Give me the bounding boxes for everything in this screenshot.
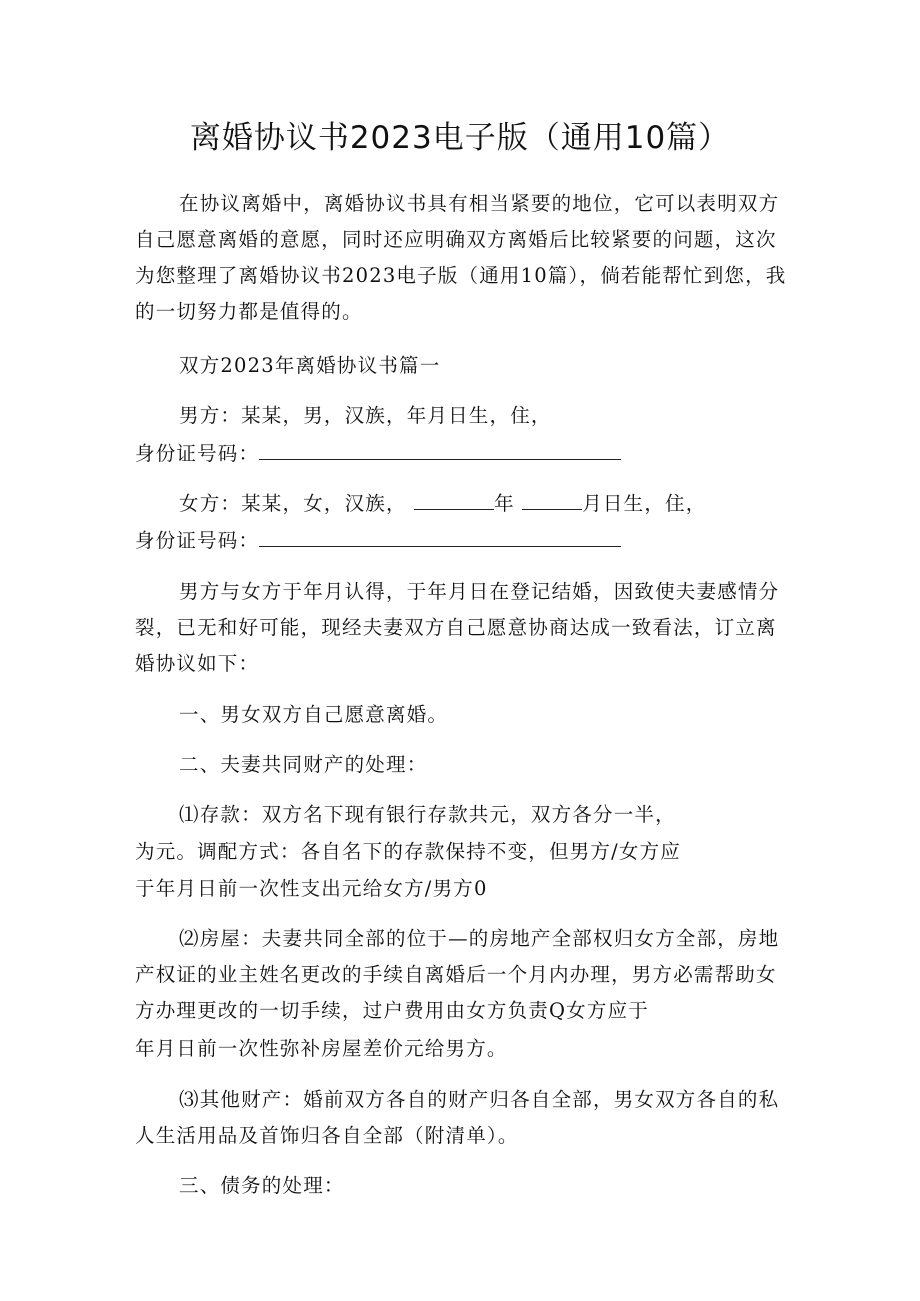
id-blank: [259, 526, 621, 547]
sub2-last-line: 年月日前一次性弥补房屋差价元给男方。: [135, 1037, 508, 1060]
item-1: 一、男女双方自己愿意离婚。: [179, 703, 449, 726]
item-3: 三、债务的处理：: [179, 1174, 345, 1197]
female-id-line: [135, 523, 621, 559]
sub2-paragraph: ⑵房屋：夫妻共同全部的位于—的房地产全部权归女方全部，房地产权证的业主姓名更改的手续自离婚后一个月内办理，男方必需帮助女方办理更改的一切手续，过户费用由女方负责Q女方应于: [135, 927, 780, 1022]
male-party-line: 男方：某某，男，汉族，年月日生，住，: [179, 404, 552, 427]
intro-paragraph: 在协议离婚中，离婚协议书具有相当紧要的地位，它可以表明双方自己愿意离婚的意愿，同时还应明确双方离婚后比较紧要的问题，这次为您整理了离婚协议书2023电子版（通用10篇），倘若能帮忙到您，我的一切努力都是值得的。: [135, 192, 787, 323]
item-2: 二、夫妻共同财产的处理：: [179, 753, 428, 776]
female-year: 年: [494, 492, 515, 515]
sub3-paragraph: ⑶其他财产：婚前双方各自的财产归各自全部，男女双方各自的私人生活用品及首饰归各自全部（附清单）。: [135, 1088, 780, 1147]
month-blank: [522, 489, 582, 510]
marriage-paragraph: 男方与女方于年月认得，于年月日在登记结婚，因致使夫妻感情分裂，已无和好可能，现经夫妻双方自己愿意协商达成一致看法，订立离婚协议如下：: [135, 580, 780, 675]
id-label: 身份证号码：: [135, 442, 260, 465]
section-heading: 双方2023年离婚协议书篇一: [179, 354, 441, 377]
sub1-line-2: 为元。调配方式：各自名下的存款保持不变，但男方/女方应: [135, 840, 681, 863]
female-prefix: 女方：某某，女，汉族，: [179, 492, 407, 515]
document-title: 离婚协议书2023电子版（通用10篇）: [189, 120, 731, 156]
sub1-line-1: ⑴存款：双方名下现有银行存款共元，双方各分一半，: [179, 803, 676, 826]
id-label: 身份证号码：: [135, 529, 260, 552]
year-blank: [414, 489, 494, 510]
sub1-line-3: 于年月日前一次性支出元给女方/男方0: [135, 877, 488, 900]
id-blank: [259, 439, 621, 460]
male-id-line: [135, 436, 621, 472]
female-suffix: 月日生，住，: [582, 492, 707, 515]
female-party-line: [179, 486, 706, 522]
